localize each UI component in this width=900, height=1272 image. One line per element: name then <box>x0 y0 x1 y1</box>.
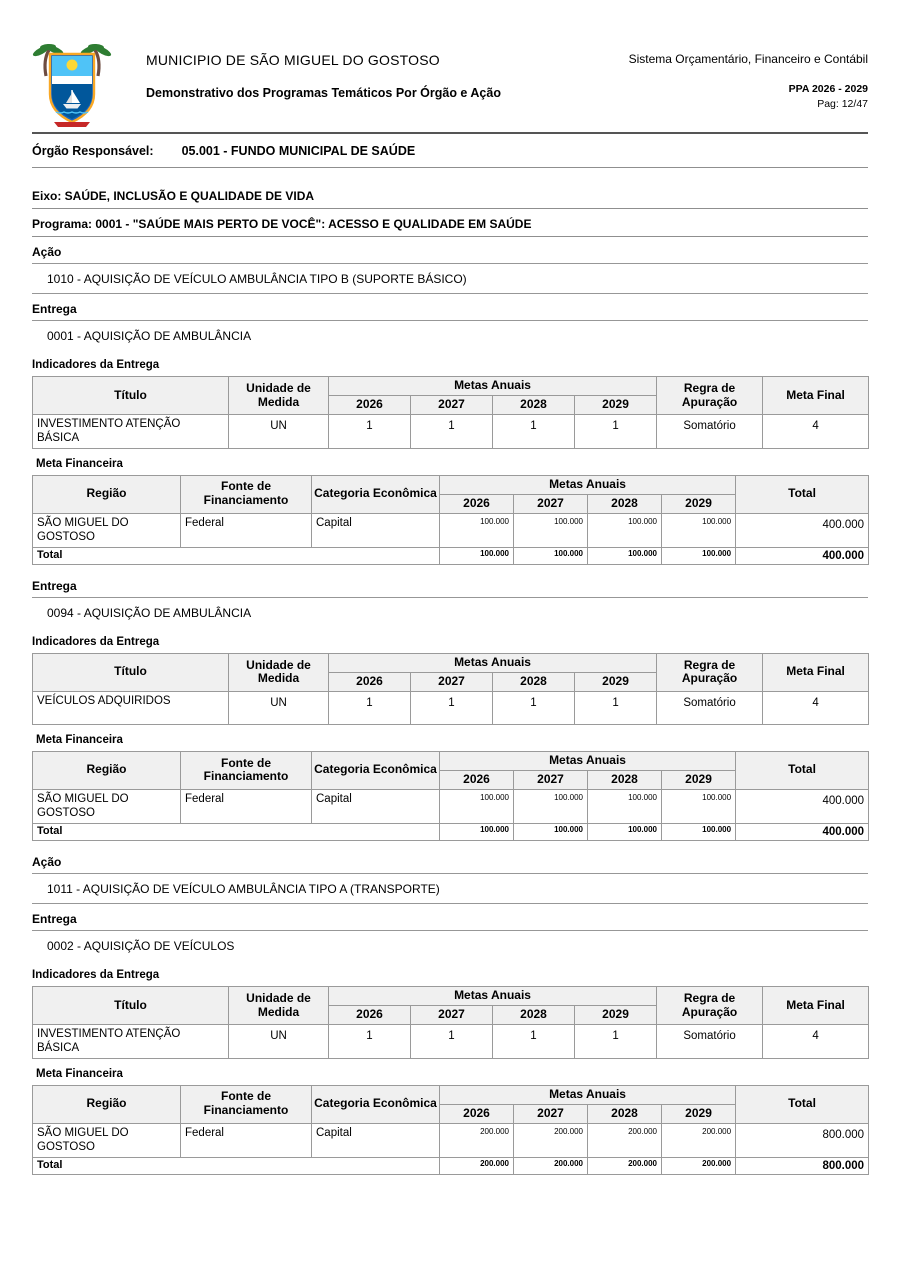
col-header-year: 2026 <box>329 396 411 415</box>
indicator-rule-cell: Somatório <box>657 691 763 724</box>
total-2026-cell: 200.000 <box>440 1157 514 1174</box>
entrega-label: Entrega <box>32 571 868 598</box>
col-header-year: 2029 <box>662 1104 736 1123</box>
col-header-year: 2026 <box>329 672 411 691</box>
col-header-meta-final: Meta Final <box>763 987 869 1025</box>
col-header-year: 2029 <box>575 1006 657 1025</box>
col-header-year: 2027 <box>411 396 493 415</box>
organ-label: Órgão Responsável: <box>32 144 154 158</box>
indicator-meta-final-cell: 4 <box>763 415 869 449</box>
indicator-meta-2028: 1 <box>493 415 575 449</box>
indicadores-table <box>32 653 869 725</box>
total-2027-cell: 100.000 <box>514 547 588 564</box>
col-header-fonte: Fonte de Financiamento <box>181 1085 312 1123</box>
meta-2028-cell: 100.000 <box>588 789 662 823</box>
meta-2027-cell: 200.000 <box>514 1123 588 1157</box>
total-2026-cell: 100.000 <box>440 823 514 840</box>
financeira-row <box>33 1123 869 1157</box>
col-header-year: 2028 <box>588 494 662 513</box>
entrega-title: 0001 - AQUISIÇÃO DE AMBULÂNCIA <box>47 329 252 343</box>
indicator-meta-2027: 1 <box>411 691 493 724</box>
entrega-title: 0094 - AQUISIÇÃO DE AMBULÂNCIA <box>47 605 252 620</box>
grand-total-cell: 400.000 <box>736 547 869 564</box>
report-header <box>32 42 868 128</box>
meta-2029-cell: 100.000 <box>662 789 736 823</box>
col-header-year: 2026 <box>440 494 514 513</box>
row-total-cell: 800.000 <box>736 1123 869 1157</box>
meta-financeira-label: Meta Financeira <box>36 457 123 470</box>
meta-2027-cell: 100.000 <box>514 513 588 547</box>
indicator-meta-2026: 1 <box>329 691 411 724</box>
entrega-title: 0002 - AQUISIÇÃO DE VEÍCULOS <box>47 939 235 953</box>
col-header-metas-anuais: Metas Anuais <box>440 1085 736 1104</box>
col-header-year: 2027 <box>411 672 493 691</box>
fonte-cell: Federal <box>181 513 312 547</box>
indicator-meta-2029: 1 <box>575 691 657 724</box>
indicator-row <box>33 1025 869 1059</box>
col-header-regra-apuracao: Regra de Apuração <box>657 987 763 1025</box>
col-header-year: 2027 <box>514 770 588 789</box>
col-header-metas-anuais: Metas Anuais <box>329 987 657 1006</box>
col-header-unidade-medida: Unidade de Medida <box>229 377 329 415</box>
total-2029-cell: 100.000 <box>662 823 736 840</box>
col-header-metas-anuais: Metas Anuais <box>329 653 657 672</box>
indicator-row <box>33 415 869 449</box>
col-header-unidade-medida: Unidade de Medida <box>229 653 329 691</box>
col-header-year: 2028 <box>493 1006 575 1025</box>
col-header-regra-apuracao: Regra de Apuração <box>657 377 763 415</box>
fonte-cell: Federal <box>181 789 312 823</box>
fonte-cell: Federal <box>181 1123 312 1157</box>
col-header-year: 2029 <box>575 672 657 691</box>
indicator-row <box>33 691 869 724</box>
regiao-cell: SÃO MIGUEL DO GOSTOSO <box>33 789 181 823</box>
col-header-titulo: Título <box>33 653 229 691</box>
col-header-year: 2026 <box>440 1104 514 1123</box>
col-header-titulo: Título <box>33 377 229 415</box>
total-2027-cell: 100.000 <box>514 823 588 840</box>
col-header-regiao: Região <box>33 1085 181 1123</box>
col-header-year: 2029 <box>575 396 657 415</box>
grand-total-cell: 800.000 <box>736 1157 869 1174</box>
col-header-fonte: Fonte de Financiamento <box>181 475 312 513</box>
col-header-year: 2027 <box>411 1006 493 1025</box>
col-header-categoria: Categoria Econômica <box>312 475 440 513</box>
meta-2028-cell: 200.000 <box>588 1123 662 1157</box>
meta-2026-cell: 200.000 <box>440 1123 514 1157</box>
meta-financeira-table <box>32 1085 869 1175</box>
col-header-year: 2026 <box>440 770 514 789</box>
col-header-titulo: Título <box>33 987 229 1025</box>
total-2028-cell: 100.000 <box>588 823 662 840</box>
col-header-year: 2028 <box>588 1104 662 1123</box>
regiao-cell: SÃO MIGUEL DO GOSTOSO <box>33 1123 181 1157</box>
indicator-title-cell: INVESTIMENTO ATENÇÃO BÁSICA <box>33 415 229 449</box>
indicadores-table <box>32 986 869 1059</box>
col-header-year: 2026 <box>329 1006 411 1025</box>
indicator-meta-2027: 1 <box>411 415 493 449</box>
meta-2028-cell: 100.000 <box>588 513 662 547</box>
indicadores-entrega-label: Indicadores da Entrega <box>32 635 160 648</box>
ppa-period: PPA 2026 - 2029 <box>788 83 868 95</box>
entrega-label: Entrega <box>32 294 868 321</box>
page-number: Pag: 12/47 <box>817 98 868 110</box>
indicator-meta-2028: 1 <box>493 691 575 724</box>
col-header-regiao: Região <box>33 751 181 789</box>
meta-2027-cell: 100.000 <box>514 789 588 823</box>
header-titles <box>146 42 608 100</box>
organ-row <box>32 134 868 168</box>
indicator-meta-final-cell: 4 <box>763 1025 869 1059</box>
entrega-label: Entrega <box>32 904 868 931</box>
col-header-categoria: Categoria Econômica <box>312 1085 440 1123</box>
indicator-meta-final-cell: 4 <box>763 691 869 724</box>
spacer <box>32 168 868 181</box>
acao-title: 1010 - AQUISIÇÃO DE VEÍCULO AMBULÂNCIA TIPO B (SUPORTE BÁSICO) <box>32 264 868 294</box>
total-2027-cell: 200.000 <box>514 1157 588 1174</box>
acao-title: 1011 - AQUISIÇÃO DE VEÍCULO AMBULÂNCIA TIPO A (TRANSPORTE) <box>32 874 868 904</box>
col-header-fonte: Fonte de Financiamento <box>181 751 312 789</box>
total-2029-cell: 100.000 <box>662 547 736 564</box>
crest-icon <box>32 42 112 128</box>
indicator-unit-cell: UN <box>229 691 329 724</box>
col-header-total: Total <box>736 751 869 789</box>
financeira-total-row <box>33 823 869 840</box>
meta-2026-cell: 100.000 <box>440 513 514 547</box>
col-header-total: Total <box>736 475 869 513</box>
col-header-year: 2029 <box>662 770 736 789</box>
col-header-regiao: Região <box>33 475 181 513</box>
indicator-unit-cell: UN <box>229 1025 329 1059</box>
acao-label: Ação <box>32 847 868 874</box>
municipality-name: MUNICIPIO DE SÃO MIGUEL DO GOSTOSO <box>146 52 440 68</box>
col-header-meta-final: Meta Final <box>763 653 869 691</box>
col-header-year: 2029 <box>662 494 736 513</box>
indicator-meta-2028: 1 <box>493 1025 575 1059</box>
indicator-rule-cell: Somatório <box>657 1025 763 1059</box>
meta-financeira-label: Meta Financeira <box>36 1067 123 1080</box>
indicator-unit-cell: UN <box>229 415 329 449</box>
financeira-row <box>33 789 869 823</box>
indicadores-table <box>32 376 869 449</box>
row-total-cell: 400.000 <box>736 513 869 547</box>
col-header-year: 2028 <box>493 396 575 415</box>
total-2028-cell: 200.000 <box>588 1157 662 1174</box>
col-header-year: 2028 <box>588 770 662 789</box>
financeira-total-row <box>33 547 869 564</box>
col-header-metas-anuais: Metas Anuais <box>329 377 657 396</box>
header-meta <box>608 42 868 110</box>
col-header-unidade-medida: Unidade de Medida <box>229 987 329 1025</box>
eixo-row: Eixo: SAÚDE, INCLUSÃO E QUALIDADE DE VIDA <box>32 181 868 209</box>
indicadores-entrega-label: Indicadores da Entrega <box>32 359 160 371</box>
indicator-meta-2026: 1 <box>329 1025 411 1059</box>
col-header-year: 2027 <box>514 1104 588 1123</box>
total-label-cell: Total <box>33 1157 440 1174</box>
indicator-meta-2029: 1 <box>575 1025 657 1059</box>
indicadores-entrega-label: Indicadores da Entrega <box>32 969 160 981</box>
indicator-title-cell: INVESTIMENTO ATENÇÃO BÁSICA <box>33 1025 229 1059</box>
indicator-meta-2026: 1 <box>329 415 411 449</box>
indicator-meta-2029: 1 <box>575 415 657 449</box>
col-header-metas-anuais: Metas Anuais <box>440 751 736 770</box>
total-2028-cell: 100.000 <box>588 547 662 564</box>
col-header-year: 2027 <box>514 494 588 513</box>
total-2026-cell: 100.000 <box>440 547 514 564</box>
categoria-cell: Capital <box>312 513 440 547</box>
categoria-cell: Capital <box>312 789 440 823</box>
col-header-meta-final: Meta Final <box>763 377 869 415</box>
col-header-regra-apuracao: Regra de Apuração <box>657 653 763 691</box>
indicator-rule-cell: Somatório <box>657 415 763 449</box>
meta-2026-cell: 100.000 <box>440 789 514 823</box>
acao-label: Ação <box>32 237 868 264</box>
row-total-cell: 400.000 <box>736 789 869 823</box>
report-title: Demonstrativo dos Programas Temáticos Por Órgão e Ação <box>146 86 501 100</box>
total-label-cell: Total <box>33 547 440 564</box>
total-2029-cell: 200.000 <box>662 1157 736 1174</box>
col-header-year: 2028 <box>493 672 575 691</box>
financeira-row <box>33 513 869 547</box>
meta-financeira-table <box>32 751 869 841</box>
total-label-cell: Total <box>33 823 440 840</box>
meta-financeira-table <box>32 475 869 565</box>
financeira-total-row <box>33 1157 869 1174</box>
indicator-title-cell: VEÍCULOS ADQUIRIDOS <box>33 691 229 724</box>
regiao-cell: SÃO MIGUEL DO GOSTOSO <box>33 513 181 547</box>
meta-2029-cell: 200.000 <box>662 1123 736 1157</box>
col-header-metas-anuais: Metas Anuais <box>440 475 736 494</box>
meta-2029-cell: 100.000 <box>662 513 736 547</box>
meta-financeira-label: Meta Financeira <box>36 733 123 746</box>
organ-value: 05.001 - FUNDO MUNICIPAL DE SAÚDE <box>181 144 416 158</box>
municipality-crest-logo <box>32 42 112 128</box>
col-header-categoria: Categoria Econômica <box>312 751 440 789</box>
categoria-cell: Capital <box>312 1123 440 1157</box>
system-name: Sistema Orçamentário, Financeiro e Contábil <box>628 52 868 66</box>
grand-total-cell: 400.000 <box>736 823 869 840</box>
col-header-total: Total <box>736 1085 869 1123</box>
indicator-meta-2027: 1 <box>411 1025 493 1059</box>
programa-row: Programa: 0001 - "SAÚDE MAIS PERTO DE VOCÊ": ACESSO E QUALIDADE EM SAÚDE <box>32 209 868 237</box>
